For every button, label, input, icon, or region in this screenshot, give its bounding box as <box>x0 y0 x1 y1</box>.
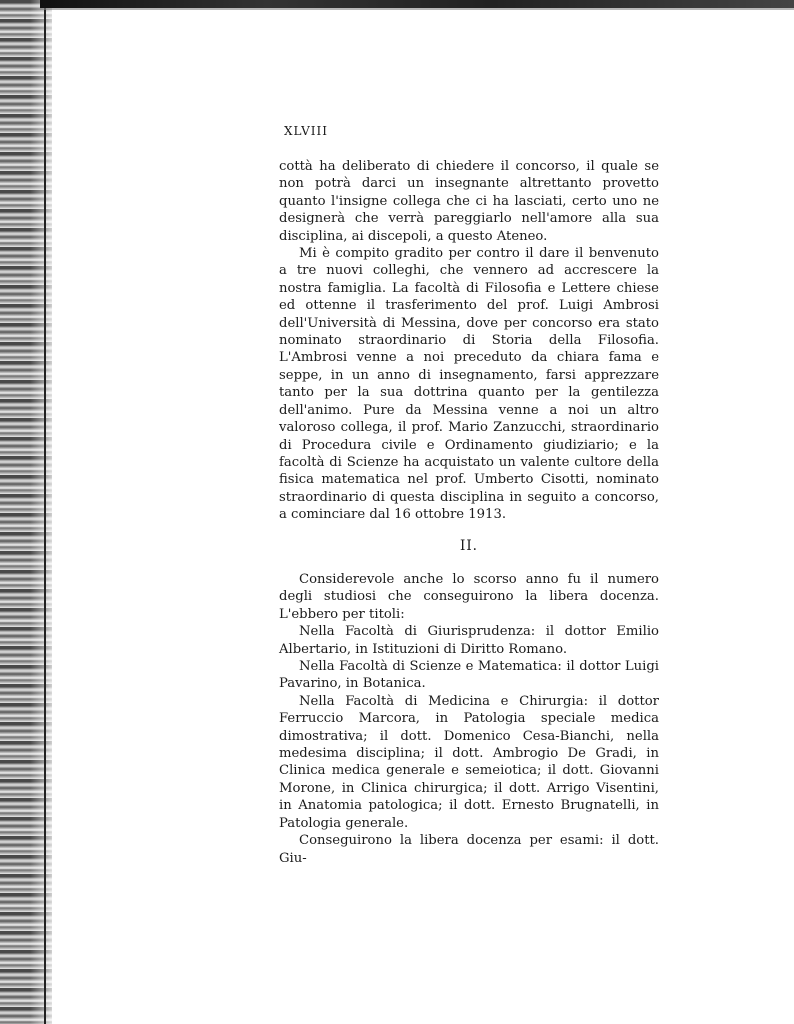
paragraph: Conseguirono la libera docenza per esami: il dott. Giu- <box>279 833 659 866</box>
section-heading: II. <box>460 538 478 554</box>
text-block-1 <box>279 158 659 524</box>
top-scan-edge <box>40 0 794 8</box>
text-block-2 <box>279 571 659 867</box>
paragraph: cottà ha deliberato di chiedere il concorso, il quale se non potrà darci un insegnante altrettanto provetto quanto l'insigne collega che ci ha lasciati, certo uno ne designerà che verrà pareggiarlo nell'amore alla sua disciplina, ai discepoli, a questo Ateneo. <box>279 159 659 244</box>
top-scan-line <box>40 8 794 10</box>
paragraph: Mi è compito gradito per contro il dare il benvenuto a tre nuovi colleghi, che vennero ad accrescere la nostra famiglia. La facoltà di Filosofia e Lettere chiese ed ottenne il trasferimento del prof. Luigi Ambrosi dell'Università di Messina, dove per concorso era stato nominato straordinario di Storia della Filosofia. L'Ambrosi venne a noi preceduto da chiara fama e seppe, in un anno di insegnamento, farsi apprezzare tanto per la sua dottrina quanto per la gentilezza dell'animo. Pure da Messina venne a noi un altro valoroso collega, il prof. Mario Zanzucchi, straordinario di Procedura civile e Ordinamento giudiziario; e la facoltà di Scienze ha acquistato un valente cultore della fisica matematica nel prof. Umberto Cisotti, nominato straordinario di questa disciplina in seguito a concorso, a cominciare dal 16 ottobre 1913. <box>279 246 659 523</box>
paragraph: Nella Facoltà di Medicina e Chirurgia: il dottor Ferruccio Marcora, in Patologia speciale medica dimostrativa; il dott. Domenico Cesa-Bianchi, nella medesima disciplina; il dott. Ambrogio De Gradi, in Clinica medica generale e semeiotica; il dott. Giovanni Morone, in Clinica chirurgica; il dott. Arrigo Visentini, in Anatomia patologica; il dott. Ernesto Brugnatelli, in Patologia generale. <box>279 693 659 831</box>
paragraph: Considerevole anche lo scorso anno fu il numero degli studiosi che conseguirono la libera docenza. L'ebbero per titoli: <box>279 572 659 622</box>
binding-line <box>44 0 46 1024</box>
page-number-roman: XLVIII <box>284 124 328 138</box>
paragraph: Nella Facoltà di Giurisprudenza: il dottor Emilio Albertario, in Istituzioni di Diritto Romano. <box>279 624 659 657</box>
paragraph: Nella Facoltà di Scienze e Matematica: il dottor Luigi Pavarino, in Botanica. <box>279 659 659 692</box>
